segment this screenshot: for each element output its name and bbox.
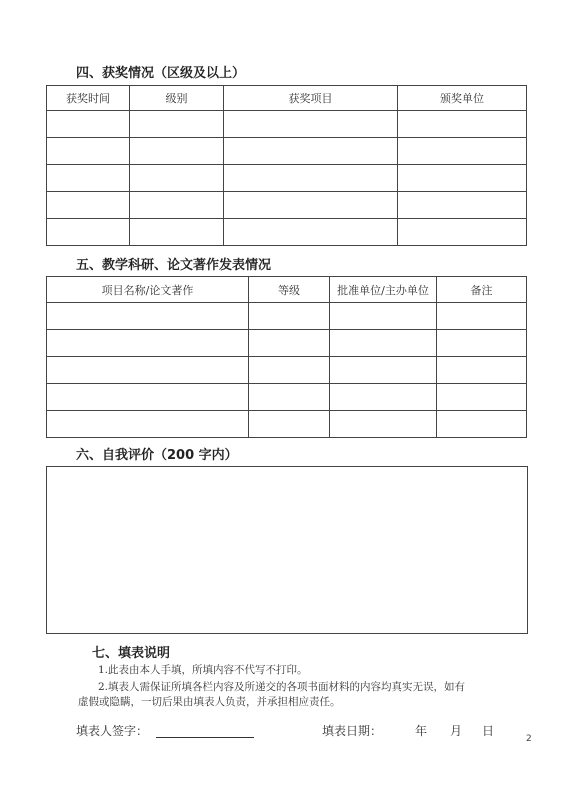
table-cell[interactable] (249, 357, 330, 384)
table-cell[interactable] (47, 384, 249, 411)
research-header-unit: 批准单位/主办单位 (330, 277, 437, 303)
table-cell[interactable] (47, 192, 130, 219)
table-cell[interactable] (47, 138, 130, 165)
table-cell[interactable] (47, 303, 249, 330)
self-evaluation-box[interactable] (46, 466, 528, 634)
table-cell[interactable] (224, 138, 398, 165)
research-header-remark: 备注 (437, 277, 527, 303)
table-cell[interactable] (224, 165, 398, 192)
table-row (47, 138, 527, 165)
table-cell[interactable] (437, 411, 527, 438)
signature-label: 填表人签字： (76, 724, 149, 738)
table-cell[interactable] (47, 219, 130, 246)
section-self-eval-title: 六、自我评价（200 字内） (76, 448, 238, 463)
section-instructions-title: 七、填表说明 (92, 646, 171, 661)
table-cell[interactable] (47, 111, 130, 138)
table-cell[interactable] (130, 138, 224, 165)
table-row (47, 165, 527, 192)
table-cell[interactable] (224, 219, 398, 246)
table-cell[interactable] (130, 192, 224, 219)
table-cell[interactable] (437, 303, 527, 330)
section-awards-title: 四、获奖情况（区级及以上） (76, 66, 246, 81)
instruction-line-2: 2.填表人需保证所填各栏内容及所递交的各项书面材料的内容均真实无误，如有 (98, 681, 466, 693)
research-header-name: 项目名称/论文著作 (47, 277, 249, 303)
table-cell[interactable] (47, 411, 249, 438)
awards-header-project: 获奖项目 (224, 86, 398, 111)
table-cell[interactable] (437, 357, 527, 384)
table-cell[interactable] (224, 192, 398, 219)
signature-field[interactable] (156, 737, 254, 738)
table-cell[interactable] (330, 411, 437, 438)
table-cell[interactable] (249, 411, 330, 438)
table-cell[interactable] (47, 165, 130, 192)
table-cell[interactable] (130, 165, 224, 192)
table-cell[interactable] (249, 303, 330, 330)
table-cell[interactable] (249, 330, 330, 357)
page-number: 2 (526, 734, 532, 744)
research-header-grade: 等级 (249, 277, 330, 303)
date-year-label: 年 (415, 724, 428, 738)
date-month-label: 月 (450, 724, 463, 738)
table-row (47, 357, 527, 384)
table-cell[interactable] (398, 165, 527, 192)
table-cell[interactable] (47, 357, 249, 384)
table-cell[interactable] (437, 330, 527, 357)
instruction-line-3: 虚假或隐瞒，一切后果由填表人负责，并承担相应责任。 (78, 696, 341, 708)
table-cell[interactable] (224, 111, 398, 138)
table-cell[interactable] (398, 219, 527, 246)
table-cell[interactable] (398, 111, 527, 138)
table-row (47, 111, 527, 138)
research-table (46, 276, 527, 438)
table-row (47, 192, 527, 219)
table-cell[interactable] (398, 192, 527, 219)
table-cell[interactable] (130, 219, 224, 246)
table-cell[interactable] (330, 384, 437, 411)
table-cell[interactable] (330, 357, 437, 384)
awards-header-level: 级别 (130, 86, 224, 111)
table-row (47, 330, 527, 357)
table-cell[interactable] (130, 111, 224, 138)
table-cell[interactable] (330, 330, 437, 357)
table-row (47, 411, 527, 438)
date-day-label: 日 (482, 724, 495, 738)
table-cell[interactable] (398, 138, 527, 165)
instruction-line-1: 1.此表由本人手填，所填内容不代写不打印。 (98, 664, 308, 676)
awards-header-time: 获奖时间 (47, 86, 130, 111)
table-cell[interactable] (437, 384, 527, 411)
awards-header-issuer: 颁奖单位 (398, 86, 527, 111)
table-cell[interactable] (47, 330, 249, 357)
table-cell[interactable] (330, 303, 437, 330)
table-row (47, 384, 527, 411)
table-cell[interactable] (249, 384, 330, 411)
awards-table (46, 85, 527, 246)
date-label: 填表日期： (322, 724, 383, 738)
section-research-title: 五、教学科研、论文著作发表情况 (76, 258, 272, 273)
table-row (47, 303, 527, 330)
table-row (47, 219, 527, 246)
